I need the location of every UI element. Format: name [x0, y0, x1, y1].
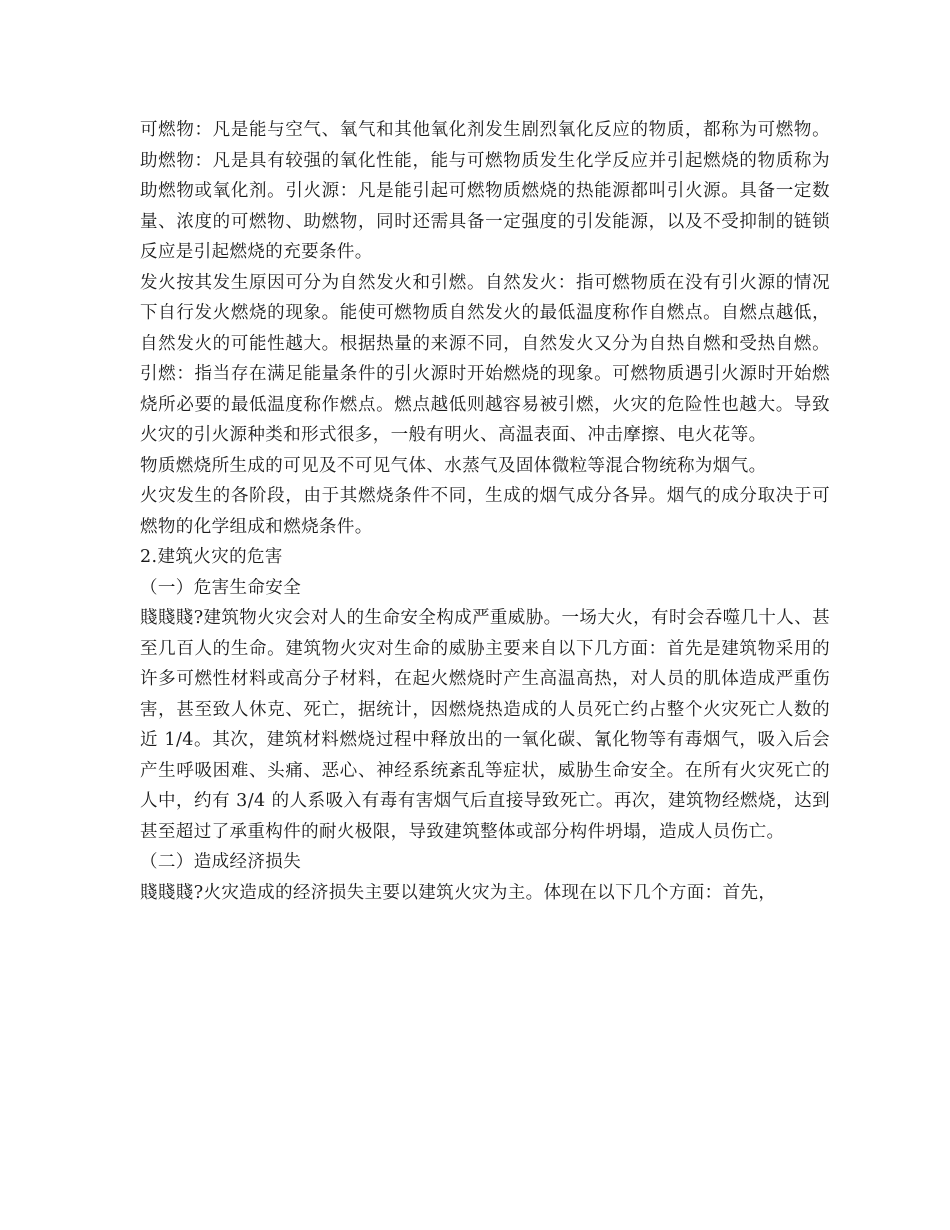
subsection-heading-economic-loss: （二）造成经济损失 [140, 852, 302, 872]
document-body [140, 115, 830, 908]
paragraph-combustion-elements: 可燃物：凡是能与空气、氧气和其他氧化剂发生剧烈氧化反应的物质，都称为可燃物。助燃物：凡是具有较强的氧化性能，能与可燃物质发生化学反应并引起燃烧的物质称为助燃物或氧化剂。引火源：凡是能引起可燃物质燃烧的热能源都叫引火源。具备一定数量、浓度的可燃物、助燃物，同时还需具备一定强度的引发能源，以及不受抑制的链锁反应是引起燃烧的充要条件。 [140, 120, 830, 262]
paragraph-life-safety: 賤賤賤?建筑物火灾会对人的生命安全构成严重威胁。一场大火，有时会吞噬几十人、甚至几百人的生命。建筑物火灾对生命的威胁主要来自以下几方面：首先是建筑物采用的许多可燃性材料或高分子材料，在起火燃烧时产生高温高热，对人员的肌体造成严重伤害，甚至致人休克、死亡，据统计，因燃烧热造成的人员死亡约占整个火灾死亡人数的近 1/4。其次，建筑材料燃烧过程中释放出的一氧化碳、氰化物等有毒烟气，吸入后会产生呼吸困难、头痛、恶心、神经系统紊乱等症状，威胁生命安全。在所有火灾死亡的人中，约有 3/4 的人系吸入有毒有害烟气后直接导致死亡。再次，建筑物经燃烧，达到甚至超过了承重构件的耐火极限，导致建筑整体或部分构件坍塌，造成人员伤亡。 [140, 608, 830, 842]
paragraph-economic-loss: 賤賤賤?火灾造成的经济损失主要以建筑火灾为主。体现在以下几个方面：首先， [140, 882, 777, 903]
paragraph-smoke-composition: 火灾发生的各阶段，由于其燃烧条件不同，生成的烟气成分各异。烟气的成分取决于可燃物的化学组成和燃烧条件。 [140, 486, 830, 537]
section-heading-building-fire-hazards: 2.建筑火灾的危害 [140, 547, 283, 567]
paragraph-smoke-definition: 物质燃烧所生成的可见及不可见气体、水蒸气及固体微粒等混合物统称为烟气。 [140, 455, 767, 476]
paragraph-ignition-types: 发火按其发生原因可分为自然发火和引燃。自然发火：指可燃物质在没有引火源的情况下自行发火燃烧的现象。能使可燃物质自然发火的最低温度称作自燃点。自燃点越低，自然发火的可能性越大。根据热量的来源不同，自然发火又分为自热自燃和受热自燃。引燃：指当存在满足能量条件的引火源时开始燃烧的现象。可燃物质遇引火源时开始燃烧所必要的最低温度称作燃点。燃点越低则越容易被引燃，火灾的危险性也越大。导致火灾的引火源种类和形式很多，一般有明火、高温表面、冲击摩擦、电火花等。 [140, 272, 830, 445]
subsection-heading-life-safety: （一）危害生命安全 [140, 577, 302, 598]
